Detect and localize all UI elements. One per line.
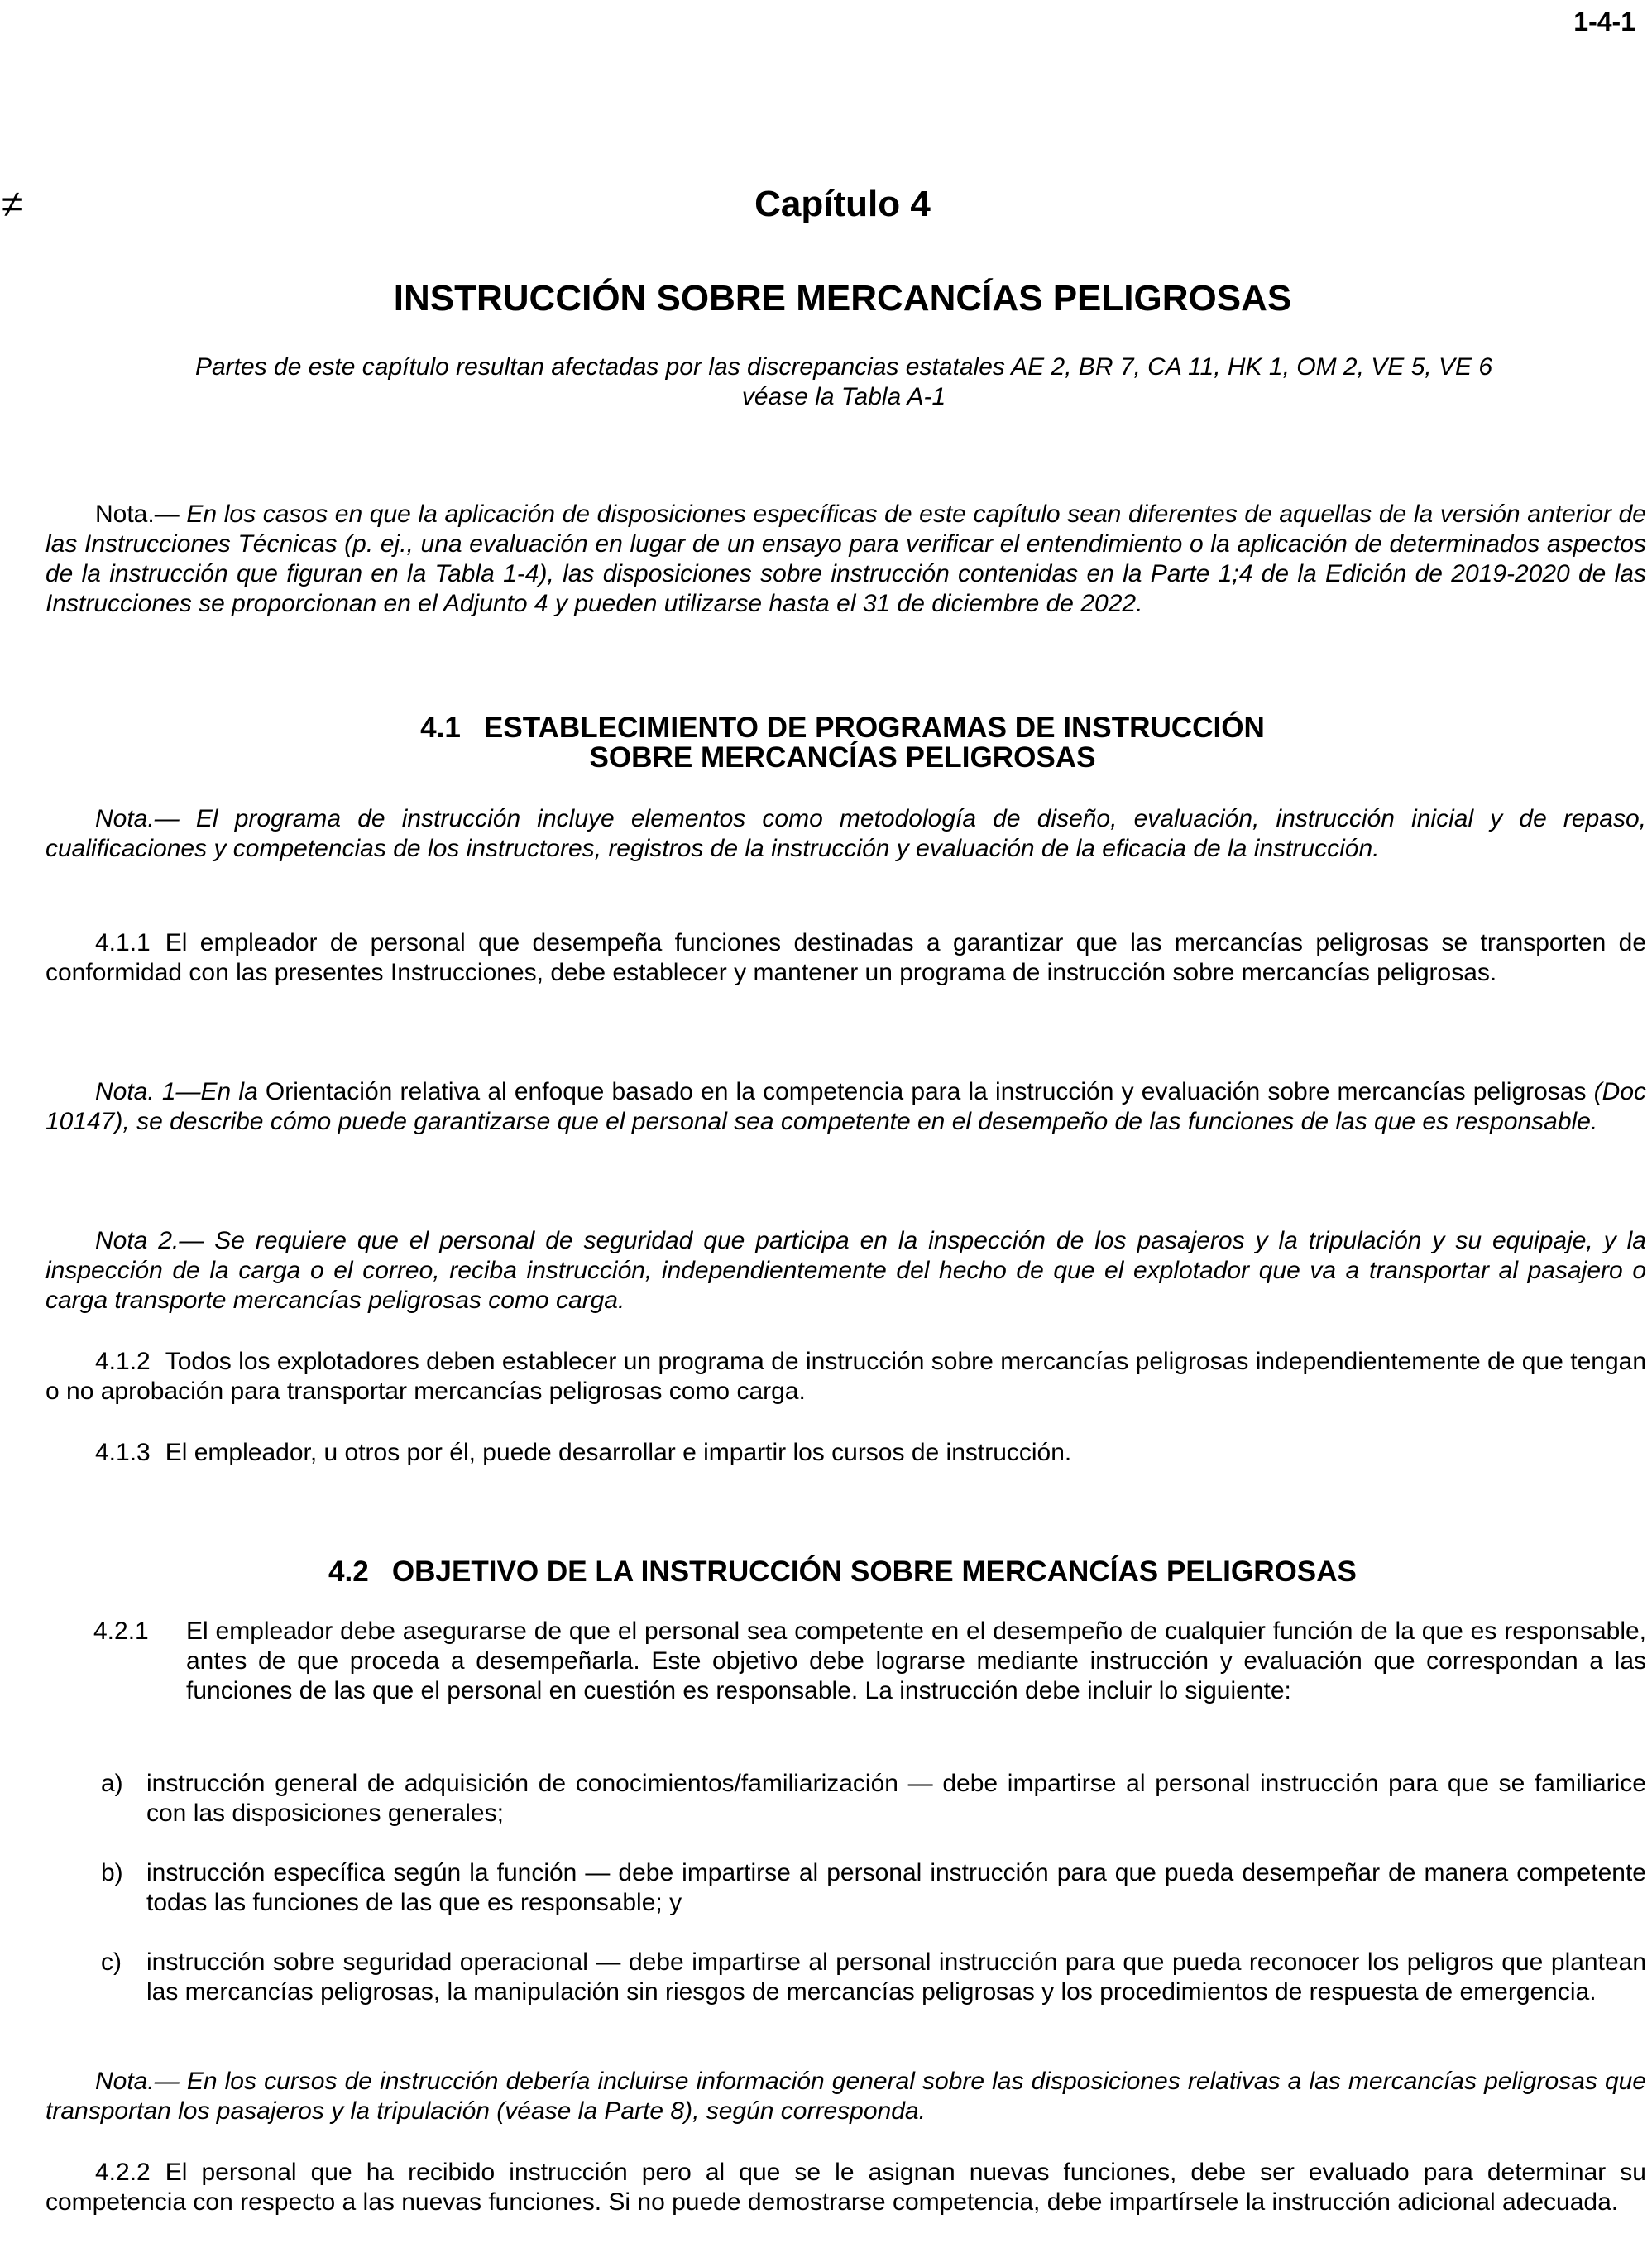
section-4-1-note-label: Nota.— [95, 805, 180, 832]
paragraph-4-1-1-number: 4.1.1 [95, 929, 151, 956]
discrepancy-note [83, 352, 1605, 412]
discrepancy-line1: Partes de este capítulo resultan afectadas por las discrepancias estatales AE 2, BR 7, CA 11, HK 1, OM 2, VE 5, VE 6 [194, 353, 1493, 381]
page-number: 1-4-1 [1573, 7, 1635, 36]
paragraph-4-2-1-text: El empleador debe asegurarse de que el personal sea competente en el desempeño de cualquier función de la que es responsable, antes de que proceda a desempeñarla. Este objetivo debe lograrse mediante instrucción y evaluación que correspondan a las funciones de las que el personal en cuestión es responsable. La instrucción debe incluir lo siguiente: [186, 1618, 1646, 1704]
list-item-a [101, 1769, 1646, 1829]
list-item-b-text: instrucción específica según la función — debe impartirse al personal instrucción para que pueda desempeñar de manera competente todas las funciones de las que es responsable; y [146, 1859, 1646, 1916]
section-4-2-note [45, 2067, 1646, 2126]
list-item-b [101, 1858, 1646, 1918]
paragraph-4-1-3 [45, 1438, 1646, 1468]
section-4-1-title-line1: ESTABLECIMIENTO DE PROGRAMAS DE INSTRUCCIÓN [483, 712, 1265, 744]
section-4-1-note-1 [45, 1077, 1646, 1137]
list-item-b-marker: b) [101, 1859, 123, 1886]
chapter-subtitle: INSTRUCCIÓN SOBRE MERCANCÍAS PELIGROSAS [393, 278, 1292, 319]
difference-mark: ≠ [2, 182, 23, 225]
section-4-2-title: OBJETIVO DE LA INSTRUCCIÓN SOBRE MERCANCÍAS PELIGROSAS [391, 1555, 1357, 1588]
note-2-label: Nota 2.— [95, 1227, 204, 1254]
section-4-1-heading [0, 713, 1652, 773]
section-4-1-note [45, 804, 1646, 864]
list-item-c-text: instrucción sobre seguridad operacional — debe impartirse al personal instrucción para que pueda reconocer los peligros que plantean las mercancías peligrosas, la manipulación sin riesgos de mercancías peligrosas y los procedimientos de respuesta de emergencia. [146, 1948, 1646, 2006]
chapter-title: Capítulo 4 [754, 184, 931, 224]
section-4-2-number: 4.2 [328, 1555, 369, 1588]
section-4-1-note-text: El programa de instrucción incluye elementos como metodología de diseño, evaluación, instrucción inicial y de repaso, cualificaciones y competencias de los instructores, registros de la instrucción y evaluación de la eficacia de la instrucción. [45, 805, 1646, 862]
paragraph-4-2-1 [93, 1617, 1646, 1706]
section-4-1-number: 4.1 [420, 712, 461, 744]
discrepancy-line2: véase la Tabla A-1 [741, 383, 946, 410]
list-item-a-text: instrucción general de adquisición de conocimientos/familiarización — debe impartirse al personal instrucción para que se familiarice con las disposiciones generales; [146, 1770, 1646, 1827]
note-1-label: Nota. 1—En la [95, 1078, 266, 1105]
paragraph-4-2-2 [45, 2158, 1646, 2217]
paragraph-4-1-1 [45, 928, 1646, 988]
paragraph-4-1-3-number: 4.1.3 [95, 1439, 151, 1466]
paragraph-4-2-1-number: 4.2.1 [93, 1618, 149, 1645]
paragraph-4-1-1-text: El empleador de personal que desempeña funciones destinadas a garantizar que las mercancías peligrosas se transporten de conformidad con las presentes Instrucciones, debe establecer y mantener un programa de instrucción sobre mercancías peligrosas. [45, 929, 1646, 986]
section-4-1-note-2 [45, 1226, 1646, 1316]
paragraph-4-1-3-text: El empleador, u otros por él, puede desarrollar e impartir los cursos de instrucción. [165, 1439, 1072, 1466]
section-4-2-note-label: Nota.— [95, 2068, 180, 2095]
paragraph-4-1-2 [45, 1347, 1646, 1407]
intro-note [45, 500, 1646, 619]
section-4-1-title-line2: SOBRE MERCANCÍAS PELIGROSAS [589, 741, 1096, 774]
note-2-text: Se requiere que el personal de seguridad que participa en la inspección de los pasajeros y la tripulación y su equipaje, y la inspección de la carga o el correo, reciba instrucción, independientemente del hecho de que el explotador que va a transportar al pasajero o carga transporte mercancías peligrosas como carga. [45, 1227, 1646, 1314]
paragraph-4-1-2-number: 4.1.2 [95, 1348, 151, 1375]
paragraph-4-1-2-text: Todos los explotadores deben establecer un programa de instrucción sobre mercancías peligrosas independientemente de que tengan o no aprobación para transportar mercancías peligrosas como carga. [45, 1348, 1646, 1405]
paragraph-4-2-2-text: El personal que ha recibido instrucción pero al que se le asignan nuevas funciones, debe ser evaluado para determinar su competencia con respecto a las nuevas funciones. Si no puede demostrarse competencia, debe impartírsele la instrucción adicional adecuada. [45, 2159, 1646, 2216]
list-item-c-marker: c) [101, 1948, 122, 1976]
section-4-2-heading [0, 1557, 1652, 1587]
intro-note-label: Nota.— [95, 501, 180, 528]
section-4-2-note-text: En los cursos de instrucción debería incluirse información general sobre las disposiciones relativas a las mercancías peligrosas que transportan los pasajeros y la tripulación (véase la Parte 8), según corresponda. [45, 2068, 1646, 2125]
paragraph-4-2-2-number: 4.2.2 [95, 2159, 151, 2186]
list-item-a-marker: a) [101, 1770, 123, 1797]
note-1-document-title: Orientación relativa al enfoque basado en la competencia para la instrucción y evaluación sobre mercancías peligrosas [265, 1078, 1587, 1105]
list-item-c [101, 1948, 1646, 2007]
intro-note-text: En los casos en que la aplicación de disposiciones específicas de este capítulo sean diferentes de aquellas de la versión anterior de las Instrucciones Técnicas (p. ej., una evaluación en lugar de un ensayo para verificar el entendimiento o la aplicación de determinados aspectos de la instrucción que figuran en la Tabla 1-4), las disposiciones sobre instrucción contenidas en la Parte 1;4 de la Edición de 2019-2020 de las Instrucciones se proporcionan en el Adjunto 4 y pueden utilizarse hasta el 31 de diciembre de 2022. [45, 501, 1646, 617]
note-1-text: (Doc 10147), se describe cómo puede garantizarse que el personal sea competente en el desempeño de las funciones de las que es responsable. [45, 1078, 1646, 1135]
